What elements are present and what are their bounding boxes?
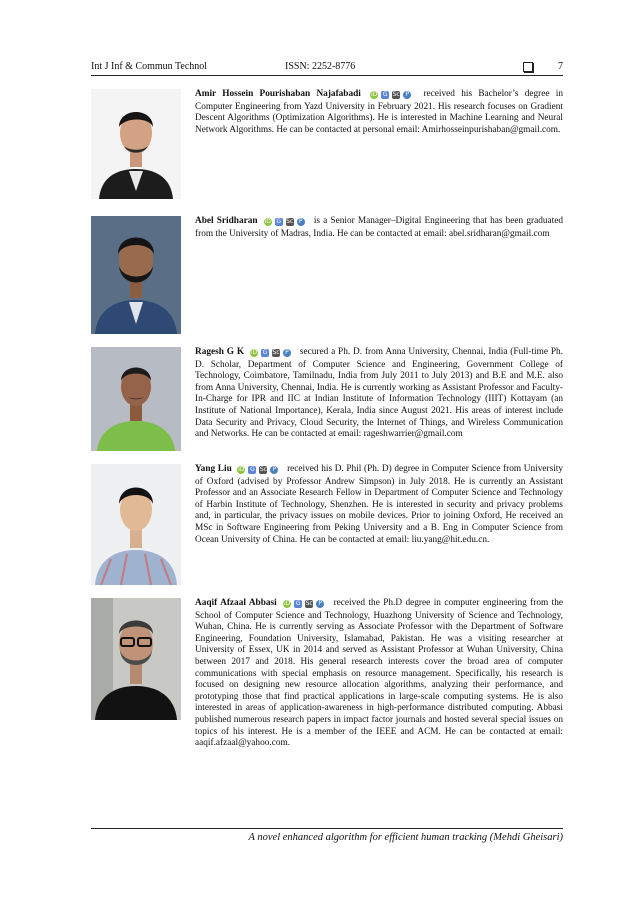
author-name: Yang Liu xyxy=(195,464,232,474)
orcid-icon[interactable]: iD xyxy=(238,465,245,473)
author-bio-text-1 xyxy=(195,89,563,136)
profile-icons xyxy=(283,599,327,611)
orcid-icon[interactable]: iD xyxy=(264,217,271,225)
google-scholar-icon[interactable]: G xyxy=(295,599,301,607)
scopus-icon[interactable]: Sc xyxy=(286,217,294,225)
publons-icon[interactable]: P xyxy=(316,600,324,608)
profile-icons xyxy=(370,90,414,102)
author-bio-text-4 xyxy=(195,464,563,546)
publons-icon[interactable]: P xyxy=(297,218,305,226)
author-photo-3 xyxy=(91,347,181,451)
scopus-icon[interactable]: Sc xyxy=(259,465,267,473)
scopus-icon[interactable]: Sc xyxy=(272,348,280,356)
footer-title: A novel enhanced algorithm for efficient human tracking (Mehdi Gheisari) xyxy=(248,832,563,843)
publons-icon[interactable]: P xyxy=(270,466,278,474)
google-scholar-icon[interactable]: G xyxy=(382,90,388,98)
bio-text: received his Bachelor’s degree in Computer Engineering from Yazd University in February 2021. His research focuses on Gradient Descent Algorithms (Optimization Algorithms). He is interested in Machine Learning and Neural Network Algorithms. He can be contacted at personal email: Amirhosseinpurishaban@gmail.com. xyxy=(195,89,563,135)
author-photo-5 xyxy=(91,598,181,720)
author-photo-2 xyxy=(91,216,181,334)
orcid-icon[interactable]: iD xyxy=(250,348,258,356)
page-number: 7 xyxy=(558,61,563,72)
author-bio-text-2 xyxy=(195,216,563,240)
publons-icon[interactable]: P xyxy=(403,91,411,99)
author-name: Ragesh G K xyxy=(195,347,245,357)
scopus-icon[interactable]: Sc xyxy=(305,599,313,607)
orcid-icon[interactable]: iD xyxy=(284,599,291,607)
orcid-icon[interactable]: iD xyxy=(371,90,378,98)
author-bio-text-5 xyxy=(195,598,563,750)
issn: ISSN: 2252-8776 xyxy=(285,61,356,72)
publons-icon[interactable]: P xyxy=(283,349,291,357)
author-name: Abel Sridharan xyxy=(195,216,258,226)
bio-text: secured a Ph. D. from Anna University, Chennai, India (Full-time Ph. D. Scholar, Department of Computer Science and Engineering, Government College of Technology, Coimbatore, Tamilnadu, India from July 2011 to July 2013) and B.E and M.E. also from Anna University, Chennai, India. He is currently working as Assistant Professor and Faculty-In-Charge for IPR and IIC at Indian Institute of Information Technology (IIIT) Kottayam (an Institute of National Importance), Kerala, India since August 2021. His areas of interest include Data Security and Privacy, Cloud Security, the Internet of Things, and Wireless Communication and Networks. He can be contacted at email: rageshwarrier@gmail.com xyxy=(195,347,563,440)
author-photo-4 xyxy=(91,464,181,585)
profile-icons xyxy=(264,217,308,229)
profile-icons xyxy=(237,465,281,477)
author-bio-text-3 xyxy=(195,347,563,441)
profile-icons xyxy=(250,348,294,360)
bio-text: is a Senior Manager–Digital Engineering that has been graduated from the University of Madras, India. He can be contacted at email: abel.sridharan@gmail.com xyxy=(195,216,563,239)
bio-text: received the Ph.D degree in computer engineering from the School of Computer Science and Technology, Huazhong University of Science and Technology, Wuhan, China. He is currently serving as Associate Professor with the Department of Software Engineering, Foundation University, Islamabad, Pakistan. He was a visiting researcher at University of Essex, UK in 2014 and served as Assistant Professor at Wuhan University, China between 2017 and 2018. His general research interests cover the broad area of computer communications with special emphasis on resource management. Specifically, his research is focused on designing new resource allocation algorithms, analyzing their performance, and prototyping those that find practical applications in large-scale computing systems. He is also interested in areas of application-awareness in high-performance distributed computing. Abbasi published numerous research papers in impact factor journals and hosted several special issues on topics of his interest. He is a member of the IEEE and ACM. He can be contacted at email: aaqif.afzaal@yahoo.com. xyxy=(195,598,564,749)
author-name: Amir Hossein Pourishaban Najafabadi xyxy=(195,89,361,99)
google-scholar-icon[interactable]: G xyxy=(276,217,282,225)
google-scholar-icon[interactable]: G xyxy=(250,465,255,473)
google-scholar-icon[interactable]: G xyxy=(262,348,268,356)
author-photo-1 xyxy=(91,89,181,199)
scopus-icon[interactable]: Sc xyxy=(392,90,400,98)
checkbox-square-icon xyxy=(523,62,533,72)
author-name: Aaqif Afzaal Abbasi xyxy=(195,598,277,608)
running-footer xyxy=(91,828,563,843)
journal-name: Int J Inf & Commun Technol xyxy=(91,61,208,72)
bio-text: received his D. Phil (Ph. D) degree in Computer Science from University of Oxford (advised by Professor Andrew Simpson) in July 2018. He is currently an Assistant Professor and an Associate Research Fellow in Department of Computer Science and Technology of Harbin Institute of Technology, Shenzhen. He is interested in security and privacy problems and, in particular, the privacy issues on mobile devices. Prior to joining Oxford, He received an MSc in Software Engineering from Peking University and a B. Eng in Computer Science from Ocean University of China. He can be contacted at email: liu.yang@hit.edu.cn. xyxy=(195,464,564,545)
running-header xyxy=(91,61,563,76)
